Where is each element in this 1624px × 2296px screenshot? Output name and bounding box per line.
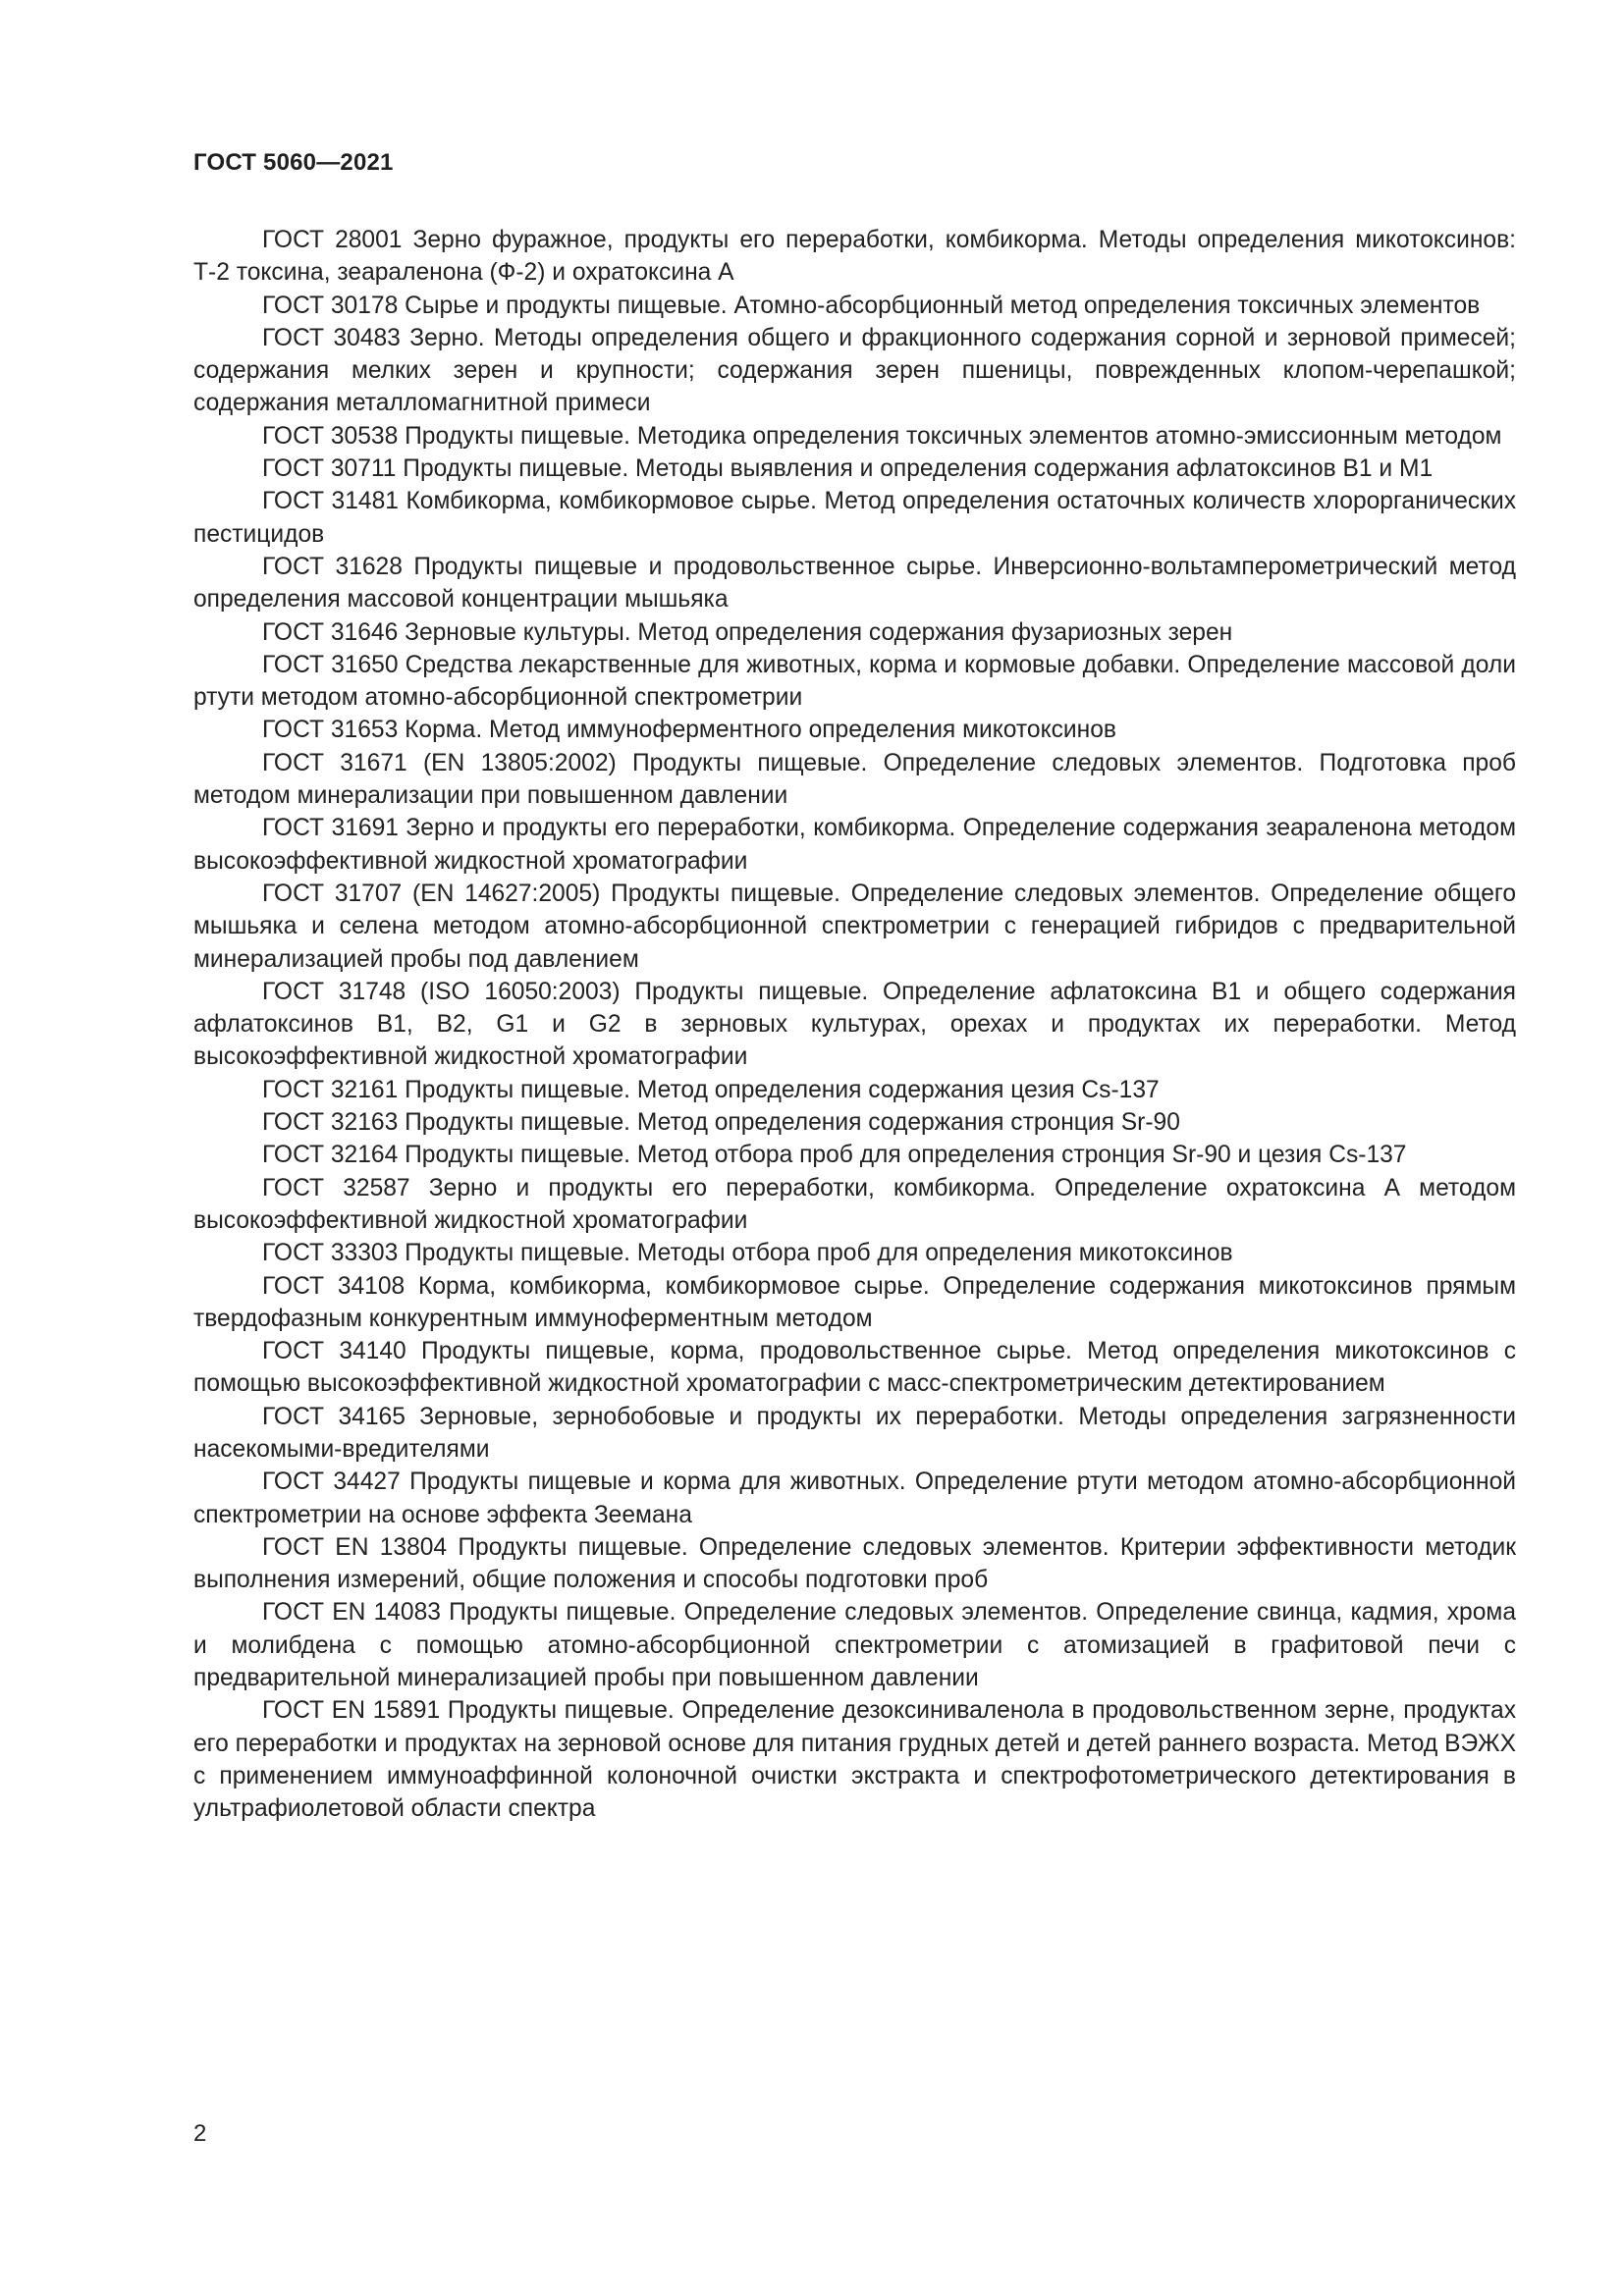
document-header: ГОСТ 5060—2021 <box>193 149 394 176</box>
reference-entry: ГОСТ 31707 (EN 14627:2005) Продукты пищевые. Определение следовых элементов. Определение общего мышьяка и селена методом атомно-абсорбционной спектрометрии с генерацией гибридов с предварительной минерализацией пробы под давлением <box>193 880 1516 973</box>
reference-entry: ГОСТ 32161 Продукты пищевые. Метод определения содержания цезия Cs-137 <box>262 1076 1160 1103</box>
reference-entry: ГОСТ 32163 Продукты пищевые. Метод определения содержания стронция Sr-90 <box>262 1109 1180 1137</box>
reference-entry: ГОСТ 30711 Продукты пищевые. Методы выявления и определения содержания афлатоксинов В1 и М1 <box>262 455 1434 483</box>
reference-entry: ГОСТ 31628 Продукты пищевые и продовольственное сырье. Инверсионно-вольтамперометрический метод определения массовой концентрации мышьяка <box>193 553 1516 614</box>
reference-entry: ГОСТ 30483 Зерно. Методы определения общего и фракционного содержания сорной и зерновой примесей; содержания мелких зерен и крупности; содержания зерен пшеницы, поврежденных клопом-черепашкой; содержания металломагнитной примеси <box>193 324 1516 417</box>
reference-entry: ГОСТ 31646 Зерновые культуры. Метод определения содержания фузариозных зерен <box>262 618 1233 646</box>
normative-references-list <box>193 224 1516 1826</box>
reference-entry: ГОСТ EN 15891 Продукты пищевые. Определение дезоксиниваленола в продовольственном зерне, продуктах его переработки и продуктах на зерновой основе для питания грудных детей и детей раннего возраста. Метод ВЭЖХ с применением иммуноаффинной колоночной очистки экстракта и спектрофотометрического детектирования в ультрафиолетовой области спектра <box>193 1697 1516 1823</box>
reference-entry: ГОСТ EN 13804 Продукты пищевые. Определение следовых элементов. Критерии эффективности методик выполнения измерений, общие положения и способы подготовки проб <box>193 1533 1516 1594</box>
reference-entry: ГОСТ 31481 Комбикорма, комбикормовое сырье. Метод определения остаточных количеств хлорорганических пестицидов <box>193 488 1516 548</box>
reference-entry: ГОСТ 34427 Продукты пищевые и корма для животных. Определение ртути методом атомно-абсорбционной спектрометрии на основе эффекта Зеемана <box>193 1468 1516 1528</box>
page-number: 2 <box>193 2120 207 2147</box>
reference-entry: ГОСТ 30538 Продукты пищевые. Методика определения токсичных элементов атомно-эмиссионным методом <box>262 422 1502 450</box>
reference-entry: ГОСТ 31691 Зерно и продукты его переработки, комбикорма. Определение содержания зеараленона методом высокоэффективной жидкостной хроматографии <box>193 815 1516 875</box>
reference-entry: ГОСТ 30178 Сырье и продукты пищевые. Атомно-абсорбционный метод определения токсичных элементов <box>262 292 1481 319</box>
reference-entry: ГОСТ 32587 Зерно и продукты его переработки, комбикорма. Определение охратоксина А методом высокоэффективной жидкостной хроматографии <box>193 1174 1516 1234</box>
reference-entry: ГОСТ 28001 Зерно фуражное, продукты его переработки, комбикорма. Методы определения микотоксинов: Т-2 токсина, зеараленона (Ф-2) и охратоксина А <box>193 227 1516 287</box>
reference-entry: ГОСТ 32164 Продукты пищевые. Метод отбора проб для определения стронция Sr-90 и цезия Cs-137 <box>262 1142 1407 1169</box>
reference-entry: ГОСТ 31650 Средства лекарственные для животных, корма и кормовые добавки. Определение массовой доли ртути методом атомно-абсорбционной спектрометрии <box>193 651 1516 712</box>
reference-entry: ГОСТ 34165 Зерновые, зернобобовые и продукты их переработки. Методы определения загрязненности насекомыми-вредителями <box>193 1403 1516 1463</box>
reference-entry: ГОСТ 31748 (ISO 16050:2003) Продукты пищевые. Определение афлатоксина В1 и общего содержания афлатоксинов В1, В2, G1 и G2 в зерновых культурах, орехах и продуктах их переработки. Метод высокоэффективной жидкостной хроматографии <box>193 978 1516 1071</box>
reference-entry: ГОСТ 31653 Корма. Метод иммуноферментного определения микотоксинов <box>262 717 1116 744</box>
reference-entry: ГОСТ 31671 (EN 13805:2002) Продукты пищевые. Определение следовых элементов. Подготовка проб методом минерализации при повышенном давлении <box>193 749 1516 810</box>
reference-entry: ГОСТ 34140 Продукты пищевые, корма, продовольственное сырье. Метод определения микотоксинов с помощью высокоэффективной жидкостной хроматографии с масс-спектрометрическим детектированием <box>193 1338 1516 1398</box>
reference-entry: ГОСТ EN 14083 Продукты пищевые. Определение следовых элементов. Определение свинца, кадмия, хрома и молибдена с помощью атомно-абсорбционной спектрометрии с атомизацией в графитовой печи с предварительной минерализацией пробы при повышенном давлении <box>193 1599 1516 1692</box>
reference-entry: ГОСТ 33303 Продукты пищевые. Методы отбора проб для определения микотоксинов <box>262 1240 1233 1267</box>
reference-entry: ГОСТ 34108 Корма, комбикорма, комбикормовое сырье. Определение содержания микотоксинов прямым твердофазным конкурентным иммуноферментным методом <box>193 1272 1516 1332</box>
